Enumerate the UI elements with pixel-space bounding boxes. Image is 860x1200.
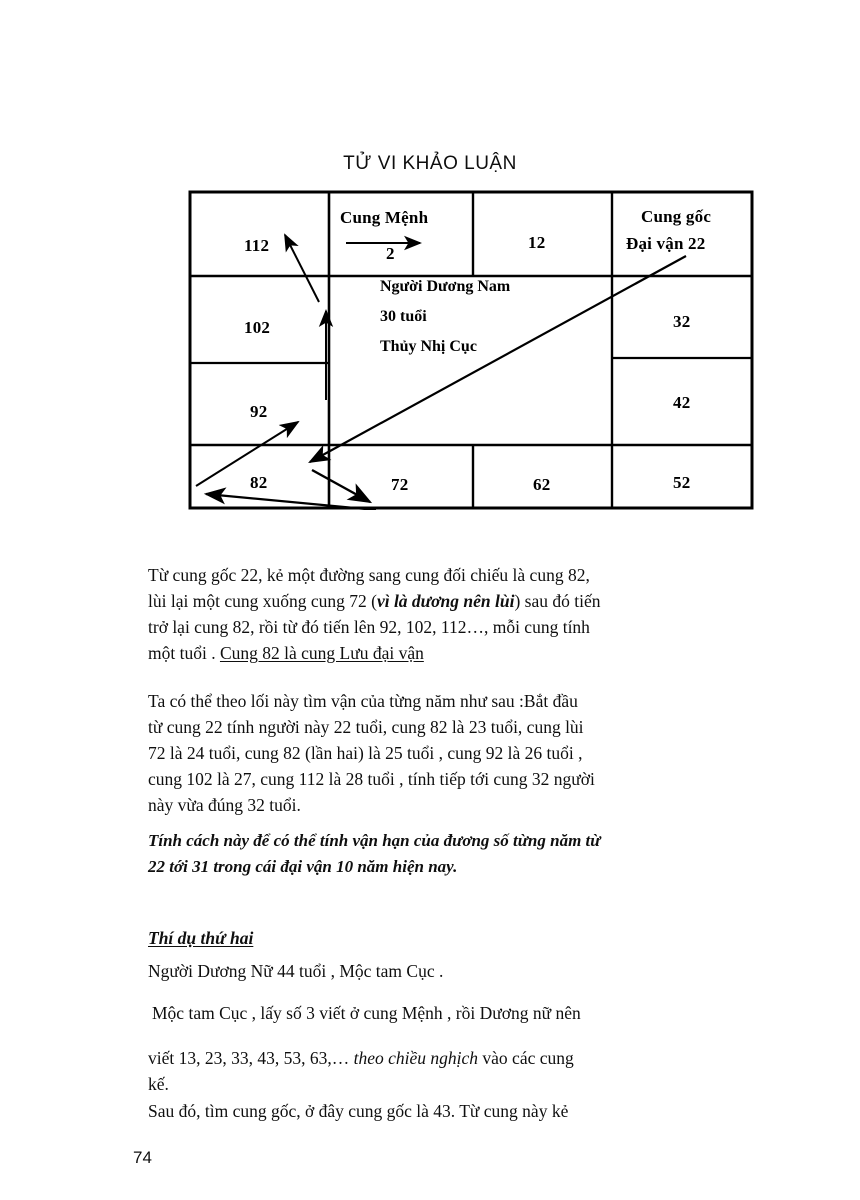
center-line-cuc: Thủy Nhị Cục [380, 338, 477, 355]
p1-line-3: trở lại cung 82, rồi từ đó tiến lên 92, 102, 112…, mỗi cung tính [148, 617, 590, 637]
p5-line-1: Mộc tam Cục , lấy số 3 viết ở cung Mệnh , rồi Dương nữ nên [152, 1003, 581, 1023]
section-heading-wrap [148, 925, 848, 951]
paragraph-6 [148, 1045, 848, 1097]
p1-underlined-phrase: Cung 82 là cung Lưu đại vận [219, 643, 424, 663]
paragraph-7 [148, 1098, 848, 1124]
chart-cell-cung-goc-title: Cung gốc [641, 207, 712, 226]
paragraph-5 [152, 1000, 852, 1026]
paragraph-2 [148, 688, 848, 818]
paragraph-3 [148, 828, 848, 880]
chart-cell-32: 32 [673, 312, 691, 331]
chart-cell-12: 12 [528, 233, 546, 252]
p2-line-2: từ cung 22 tính người này 22 tuổi, cung 82 là 23 tuổi, cung lùi [148, 717, 584, 737]
chart-cell-102: 102 [244, 318, 271, 337]
p3-line-1: Tính cách này để có thể tính vận hạn của đương số từng năm từ [148, 831, 601, 850]
chart-cell-82: 82 [250, 473, 268, 492]
chart-cell-62: 62 [533, 475, 551, 494]
chart-cell-cung-menh-title: Cung Mệnh [340, 208, 429, 227]
chart-center-caption [380, 272, 630, 362]
p1-line-4: một tuổi . Cung 82 là cung Lưu đại vận [148, 643, 424, 663]
center-line-age: 30 tuổi [380, 308, 427, 325]
p1-line-2: lùi lại một cung xuống cung 72 (vì là dương nên lùi) sau đó tiến [148, 591, 601, 611]
chart-cell-cung-menh-value: 2 [386, 244, 395, 263]
page-header-title: TỬ VI KHẢO LUẬN [343, 153, 517, 174]
chart-cell-112: 112 [244, 236, 270, 255]
p2-line-3: 72 là 24 tuổi, cung 82 (lần hai) là 25 tuổi , cung 92 là 26 tuổi , [148, 743, 583, 763]
paragraph-1 [148, 562, 848, 666]
tuvi-chart [188, 190, 754, 510]
section-heading-thi-du-thu-hai: Thí dụ thứ hai [148, 928, 254, 948]
chart-cell-92: 92 [250, 402, 268, 421]
p4-line-1: Người Dương Nữ 44 tuổi , Mộc tam Cục . [148, 961, 444, 981]
paragraph-4 [148, 958, 848, 984]
chart-cell-dai-van-22: Đại vận 22 [626, 234, 706, 253]
p2-line-4: cung 102 là 27, cung 112 là 28 tuổi , tính tiếp tới cung 32 người [148, 769, 595, 789]
p6-italic-phrase: theo chiều nghịch [353, 1048, 479, 1068]
p1-line-1: Từ cung gốc 22, kẻ một đường sang cung đối chiếu là cung 82, [148, 565, 590, 585]
center-line-person: Người Dương Nam [380, 278, 511, 295]
p1-italic-phrase: vì là dương nên lùi [376, 591, 515, 611]
chart-cell-72: 72 [391, 475, 409, 494]
p2-line-5: này vừa đúng 32 tuổi. [148, 795, 301, 815]
p7-line-1: Sau đó, tìm cung gốc, ở đây cung gốc là 43. Từ cung này kẻ [148, 1101, 569, 1121]
p6-line-2: kế. [148, 1074, 169, 1094]
chart-cell-42: 42 [673, 393, 691, 412]
p6-line-1: viết 13, 23, 33, 43, 53, 63,… theo chiều nghịch vào các cung [148, 1048, 574, 1068]
p3-line-2: 22 tới 31 trong cái đại vận 10 năm hiện nay. [148, 857, 458, 876]
p2-line-1: Ta có thể theo lối này tìm vận của từng năm như sau :Bắt đầu [148, 691, 578, 711]
page-number: 74 [133, 1148, 152, 1167]
chart-cell-52: 52 [673, 473, 691, 492]
